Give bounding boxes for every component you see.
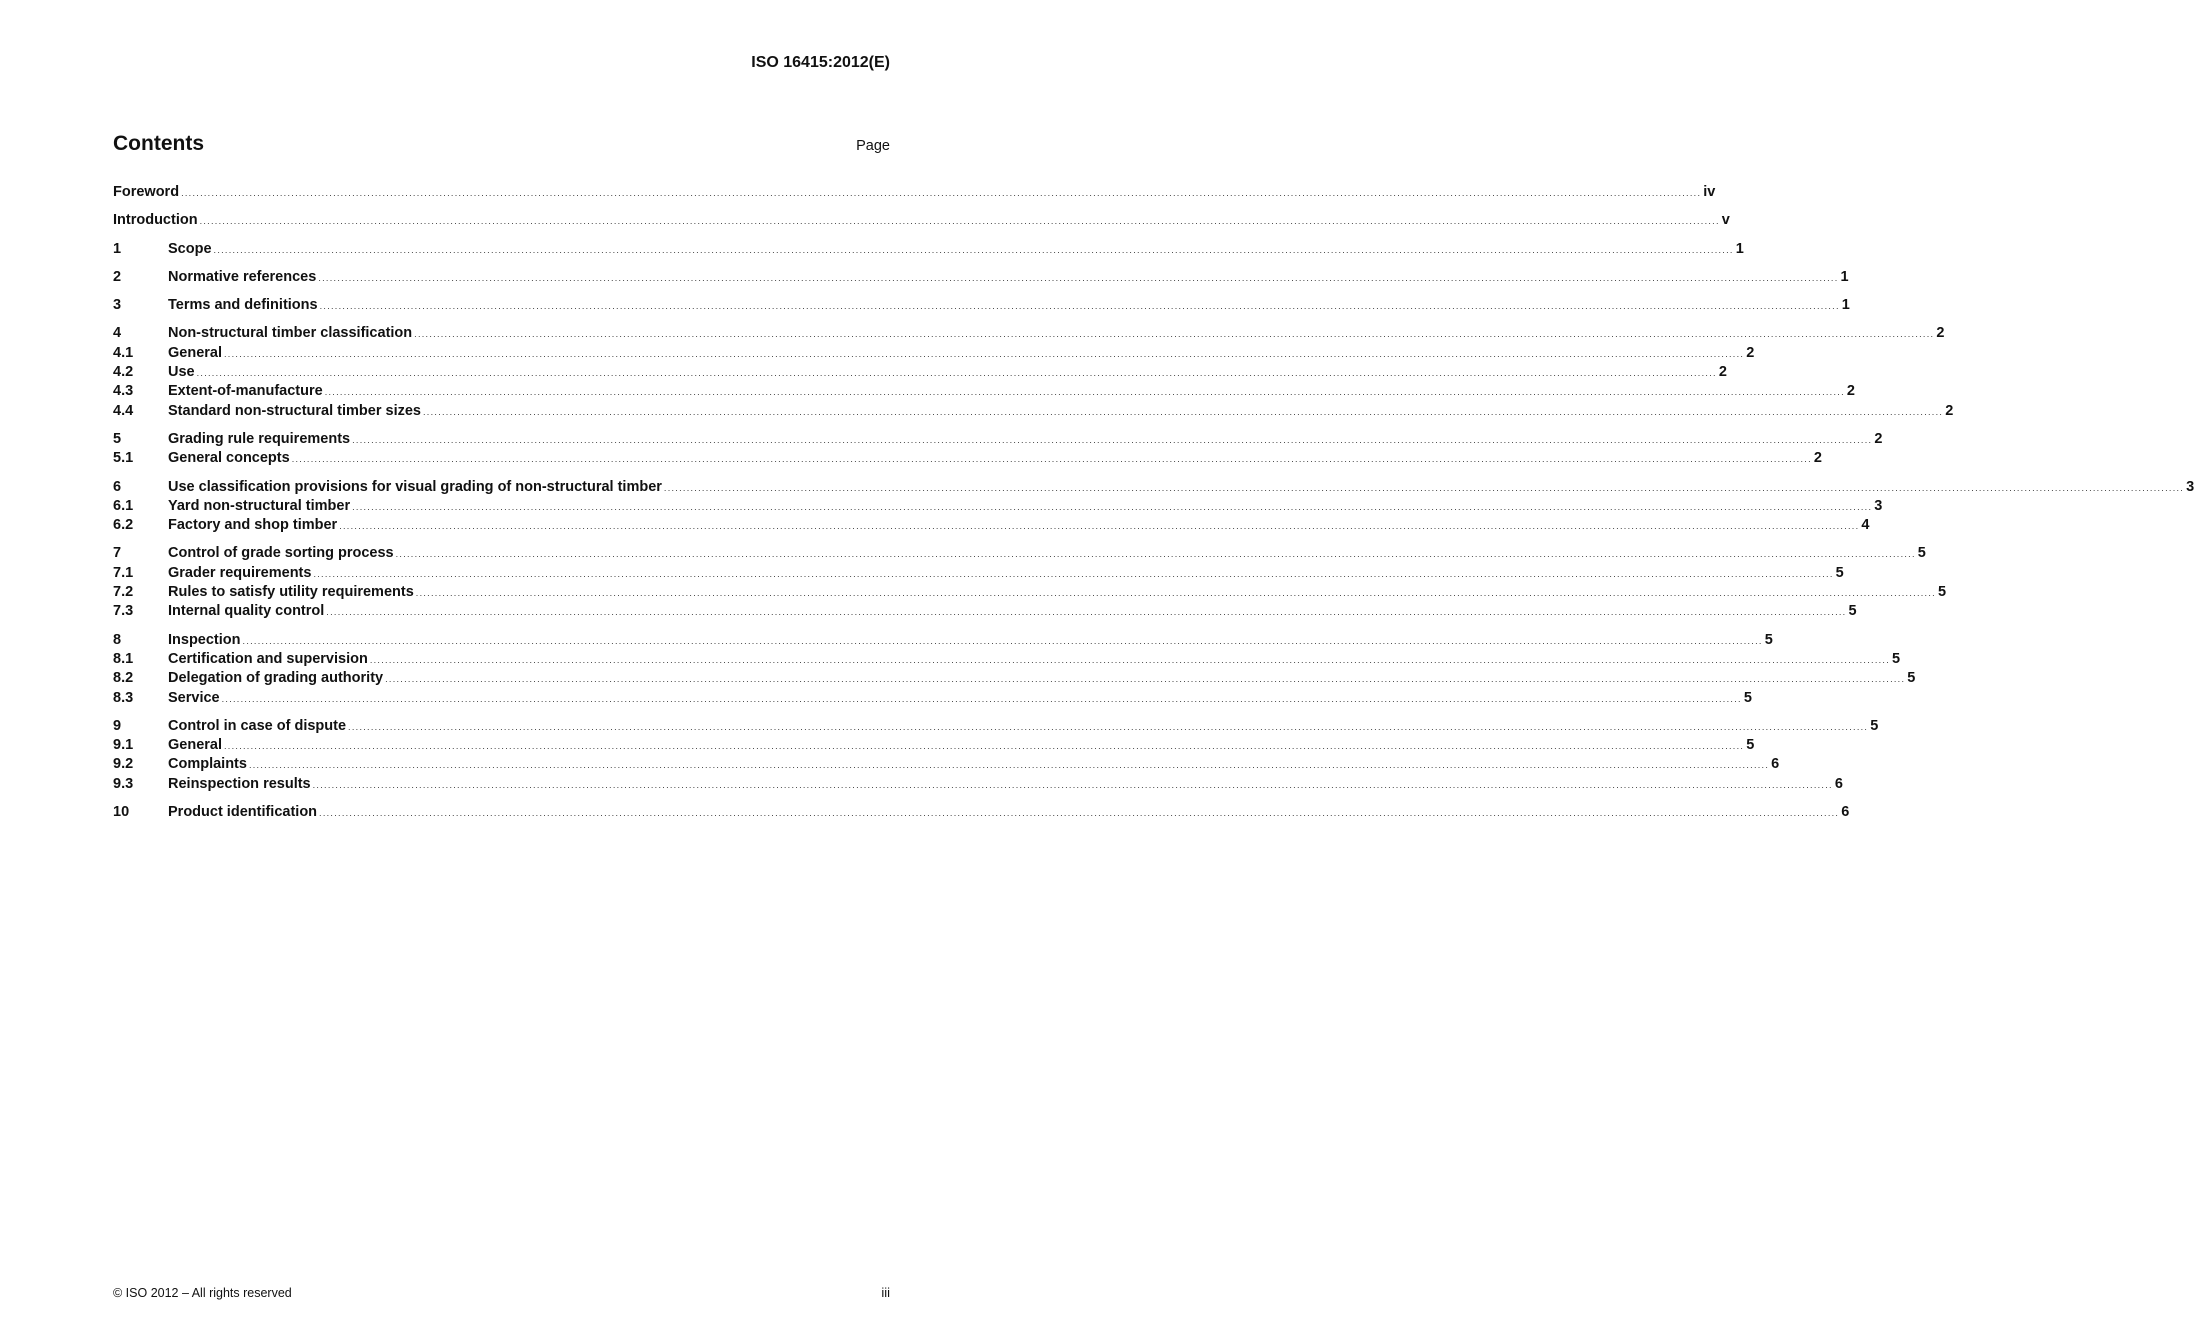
toc-entry[interactable]: [113, 583, 1947, 602]
toc-entry-title: Rules to satisfy utility requirements: [168, 584, 414, 601]
toc-entry-title: Yard non-structural timber: [168, 497, 351, 514]
toc-entry-number: 8.3: [113, 689, 134, 706]
dot-leader: ................................................................................................................................................................................................................................................................................................................................................................................................................: [348, 721, 1869, 732]
toc-entry-page: 2: [1746, 344, 1755, 361]
toc-entry-title: Control in case of dispute: [168, 717, 347, 734]
toc-group: [113, 240, 1744, 259]
toc-entry-page: 5: [1764, 631, 1773, 648]
toc-entry-title: Terms and definitions: [168, 297, 318, 314]
toc-entry-page: 5: [1937, 584, 1947, 601]
toc-entry-title: Grader requirements: [168, 564, 312, 581]
toc-group: [113, 544, 1947, 621]
toc-entry-title: General: [168, 737, 222, 754]
toc-entry-page: v: [1721, 212, 1730, 229]
dot-leader: ................................................................................................................................................................................................................................................................................................................................................................................................................: [199, 216, 1720, 227]
toc-entry-page: 1: [1840, 268, 1849, 285]
toc-entry[interactable]: [113, 516, 1870, 535]
toc-entry-title: Non-structural timber classification: [168, 325, 413, 342]
toc-entry-title: Complaints: [168, 756, 247, 773]
toc-entry-title: Use classification provisions for visual grading of non-structural timber: [168, 478, 662, 495]
toc-entry-page: 3: [1874, 497, 1883, 514]
toc-entry-number: 9.3: [113, 775, 134, 792]
toc-entry-title: Reinspection results: [168, 775, 311, 792]
toc-entry-number: 9: [113, 717, 122, 734]
toc-entry-page: 5: [1835, 564, 1844, 581]
toc-entry-page: 1: [1841, 297, 1850, 314]
dot-leader: ................................................................................................................................................................................................................................................................................................................................................................................................................: [352, 434, 1873, 445]
toc-entry-page: 5: [1870, 717, 1879, 734]
table-of-contents: [113, 183, 2194, 831]
dot-leader: ................................................................................................................................................................................................................................................................................................................................................................................................................: [414, 329, 1935, 340]
toc-entry[interactable]: [113, 755, 1780, 774]
toc-entry-page: 6: [1841, 804, 1850, 821]
toc-entry[interactable]: [113, 402, 1954, 421]
toc-entry-number: 6: [113, 478, 122, 495]
toc-entry-number: 4.4: [113, 402, 134, 419]
toc-entry-title: Control of grade sorting process: [168, 545, 394, 562]
toc-entry-page: 2: [1846, 383, 1855, 400]
dot-leader: ................................................................................................................................................................................................................................................................................................................................................................................................................: [291, 454, 1812, 465]
dot-leader: ................................................................................................................................................................................................................................................................................................................................................................................................................: [663, 482, 2185, 493]
toc-entry-number: 8: [113, 631, 122, 648]
toc-entry[interactable]: [113, 183, 1716, 202]
toc-entry[interactable]: [113, 631, 1773, 650]
toc-entry-page: 2: [1874, 430, 1883, 447]
toc-entry[interactable]: [113, 478, 2194, 497]
toc-entry-number: 8.2: [113, 670, 134, 687]
toc-entry[interactable]: [113, 650, 1901, 669]
toc-group: [113, 296, 1850, 315]
toc-entry-page: 3: [2186, 478, 2194, 495]
dot-leader: ................................................................................................................................................................................................................................................................................................................................................................................................................: [324, 387, 1845, 398]
toc-group: [113, 631, 1916, 708]
toc-group: [113, 478, 2194, 536]
toc-entry[interactable]: [113, 669, 1916, 688]
toc-entry[interactable]: [113, 736, 1755, 755]
toc-entry-number: 1: [113, 240, 122, 257]
dot-leader: ................................................................................................................................................................................................................................................................................................................................................................................................................: [224, 741, 1745, 752]
page-number: iii: [881, 1285, 890, 1300]
dot-leader: ................................................................................................................................................................................................................................................................................................................................................................................................................: [221, 693, 1742, 704]
dot-leader: ................................................................................................................................................................................................................................................................................................................................................................................................................: [352, 501, 1873, 512]
toc-entry[interactable]: [113, 449, 1822, 468]
dot-leader: ................................................................................................................................................................................................................................................................................................................................................................................................................: [319, 301, 1840, 312]
toc-entry-title: Grading rule requirements: [168, 430, 351, 447]
toc-entry-page: 2: [1813, 450, 1822, 467]
dot-leader: ................................................................................................................................................................................................................................................................................................................................................................................................................: [181, 188, 1702, 198]
dot-leader: ................................................................................................................................................................................................................................................................................................................................................................................................................: [319, 808, 1840, 819]
dot-leader: ................................................................................................................................................................................................................................................................................................................................................................................................................: [196, 368, 1717, 379]
toc-entry-title: General: [168, 344, 222, 361]
toc-group: [113, 717, 1879, 794]
toc-entry-number: 7: [113, 545, 122, 562]
toc-entry-title: Foreword: [113, 184, 180, 200]
toc-entry-page: 6: [1771, 756, 1780, 773]
page-column-label: Page: [856, 138, 890, 154]
toc-entry-page: 5: [1848, 603, 1857, 620]
toc-entry-page: 4: [1861, 517, 1870, 534]
toc-group: [113, 183, 1716, 202]
toc-entry-number: 7.2: [113, 584, 134, 601]
toc-entry-number: 4.1: [113, 344, 134, 361]
dot-leader: ................................................................................................................................................................................................................................................................................................................................................................................................................: [224, 348, 1745, 359]
dot-leader: ................................................................................................................................................................................................................................................................................................................................................................................................................: [318, 272, 1839, 283]
toc-entry-page: 2: [1718, 364, 1727, 381]
dot-leader: ................................................................................................................................................................................................................................................................................................................................................................................................................: [242, 635, 1763, 646]
toc-entry[interactable]: [113, 382, 1855, 401]
toc-entry-page: 2: [1945, 402, 1954, 419]
toc-entry-title: Normative references: [168, 268, 317, 285]
toc-entry-title: Certification and supervision: [168, 650, 368, 667]
toc-entry-title: Extent-of-manufacture: [168, 383, 323, 400]
toc-entry-number: 6.2: [113, 517, 134, 534]
toc-group: [113, 211, 1730, 230]
toc-entry-page: 6: [1834, 775, 1843, 792]
dot-leader: ................................................................................................................................................................................................................................................................................................................................................................................................................: [423, 406, 1944, 417]
toc-entry-number: 3: [113, 297, 122, 314]
toc-entry-page: iv: [1703, 184, 1716, 200]
toc-entry[interactable]: [113, 344, 1755, 363]
toc-entry[interactable]: [113, 211, 1730, 230]
document-id: ISO 16415:2012(E): [751, 54, 890, 71]
toc-entry[interactable]: [113, 324, 1945, 343]
toc-entry[interactable]: [113, 717, 1879, 736]
toc-entry-page: 5: [1743, 689, 1752, 706]
dot-leader: ................................................................................................................................................................................................................................................................................................................................................................................................................: [339, 521, 1860, 532]
toc-entry-title: Introduction: [113, 212, 198, 229]
toc-entry-page: 5: [1907, 670, 1916, 687]
copyright-notice: © ISO 2012 – All rights reserved: [113, 1286, 292, 1300]
toc-entry-number: 8.1: [113, 650, 134, 667]
toc-entry[interactable]: [113, 803, 1850, 822]
toc-entry-page: 5: [1746, 737, 1755, 754]
toc-entry-number: 9.1: [113, 737, 134, 754]
toc-group: [113, 430, 1883, 469]
toc-entry-number: 4.2: [113, 364, 134, 381]
toc-entry-page: 5: [1892, 650, 1901, 667]
dot-leader: ................................................................................................................................................................................................................................................................................................................................................................................................................: [312, 779, 1833, 790]
toc-entry[interactable]: [113, 430, 1883, 449]
toc-group: [113, 268, 1849, 287]
toc-entry-title: Product identification: [168, 804, 318, 821]
toc-entry-title: Internal quality control: [168, 603, 325, 620]
toc-entry-title: Delegation of grading authority: [168, 670, 384, 687]
dot-leader: ................................................................................................................................................................................................................................................................................................................................................................................................................: [326, 607, 1847, 618]
toc-entry[interactable]: [113, 497, 1883, 516]
toc-entry-title: Standard non-structural timber sizes: [168, 402, 421, 419]
dot-leader: ................................................................................................................................................................................................................................................................................................................................................................................................................: [369, 654, 1891, 665]
dot-leader: ................................................................................................................................................................................................................................................................................................................................................................................................................: [313, 568, 1834, 579]
toc-entry[interactable]: [113, 296, 1850, 315]
toc-entry-number: 4.3: [113, 383, 134, 400]
dot-leader: ................................................................................................................................................................................................................................................................................................................................................................................................................: [385, 674, 1906, 685]
toc-group: [113, 803, 1850, 822]
toc-entry[interactable]: [113, 602, 1857, 621]
toc-group: [113, 324, 1954, 420]
toc-entry-title: Service: [168, 689, 220, 706]
toc-entry-page: 1: [1735, 240, 1744, 257]
toc-entry[interactable]: [113, 240, 1744, 259]
dot-leader: ................................................................................................................................................................................................................................................................................................................................................................................................................: [248, 760, 1770, 771]
toc-entry-number: 5: [113, 430, 122, 447]
contents-title: Contents: [113, 132, 204, 155]
toc-entry-title: Factory and shop timber: [168, 517, 338, 534]
toc-entry-title: Scope: [168, 240, 212, 257]
toc-entry-page: 5: [1917, 545, 1926, 562]
toc-entry-page: 2: [1936, 325, 1945, 342]
toc-entry[interactable]: [113, 564, 1844, 583]
toc-entry[interactable]: [113, 775, 1843, 794]
toc-entry-number: 10: [113, 804, 130, 821]
toc-entry-number: 7.1: [113, 564, 134, 581]
toc-entry-number: 6.1: [113, 497, 134, 514]
toc-entry[interactable]: [113, 363, 1727, 382]
toc-entry-number: 2: [113, 268, 122, 285]
toc-entry-title: Use: [168, 364, 195, 381]
toc-entry[interactable]: [113, 689, 1752, 708]
toc-entry-number: 9.2: [113, 756, 134, 773]
toc-entry-title: Inspection: [168, 631, 241, 648]
toc-entry-number: 5.1: [113, 450, 134, 467]
toc-entry-number: 4: [113, 325, 122, 342]
dot-leader: ................................................................................................................................................................................................................................................................................................................................................................................................................: [415, 588, 1936, 599]
dot-leader: ................................................................................................................................................................................................................................................................................................................................................................................................................: [395, 549, 1916, 560]
toc-entry-title: General concepts: [168, 450, 290, 467]
toc-entry[interactable]: [113, 268, 1849, 287]
dot-leader: ................................................................................................................................................................................................................................................................................................................................................................................................................: [213, 244, 1734, 255]
toc-entry[interactable]: [113, 544, 1926, 563]
toc-entry-number: 7.3: [113, 603, 134, 620]
